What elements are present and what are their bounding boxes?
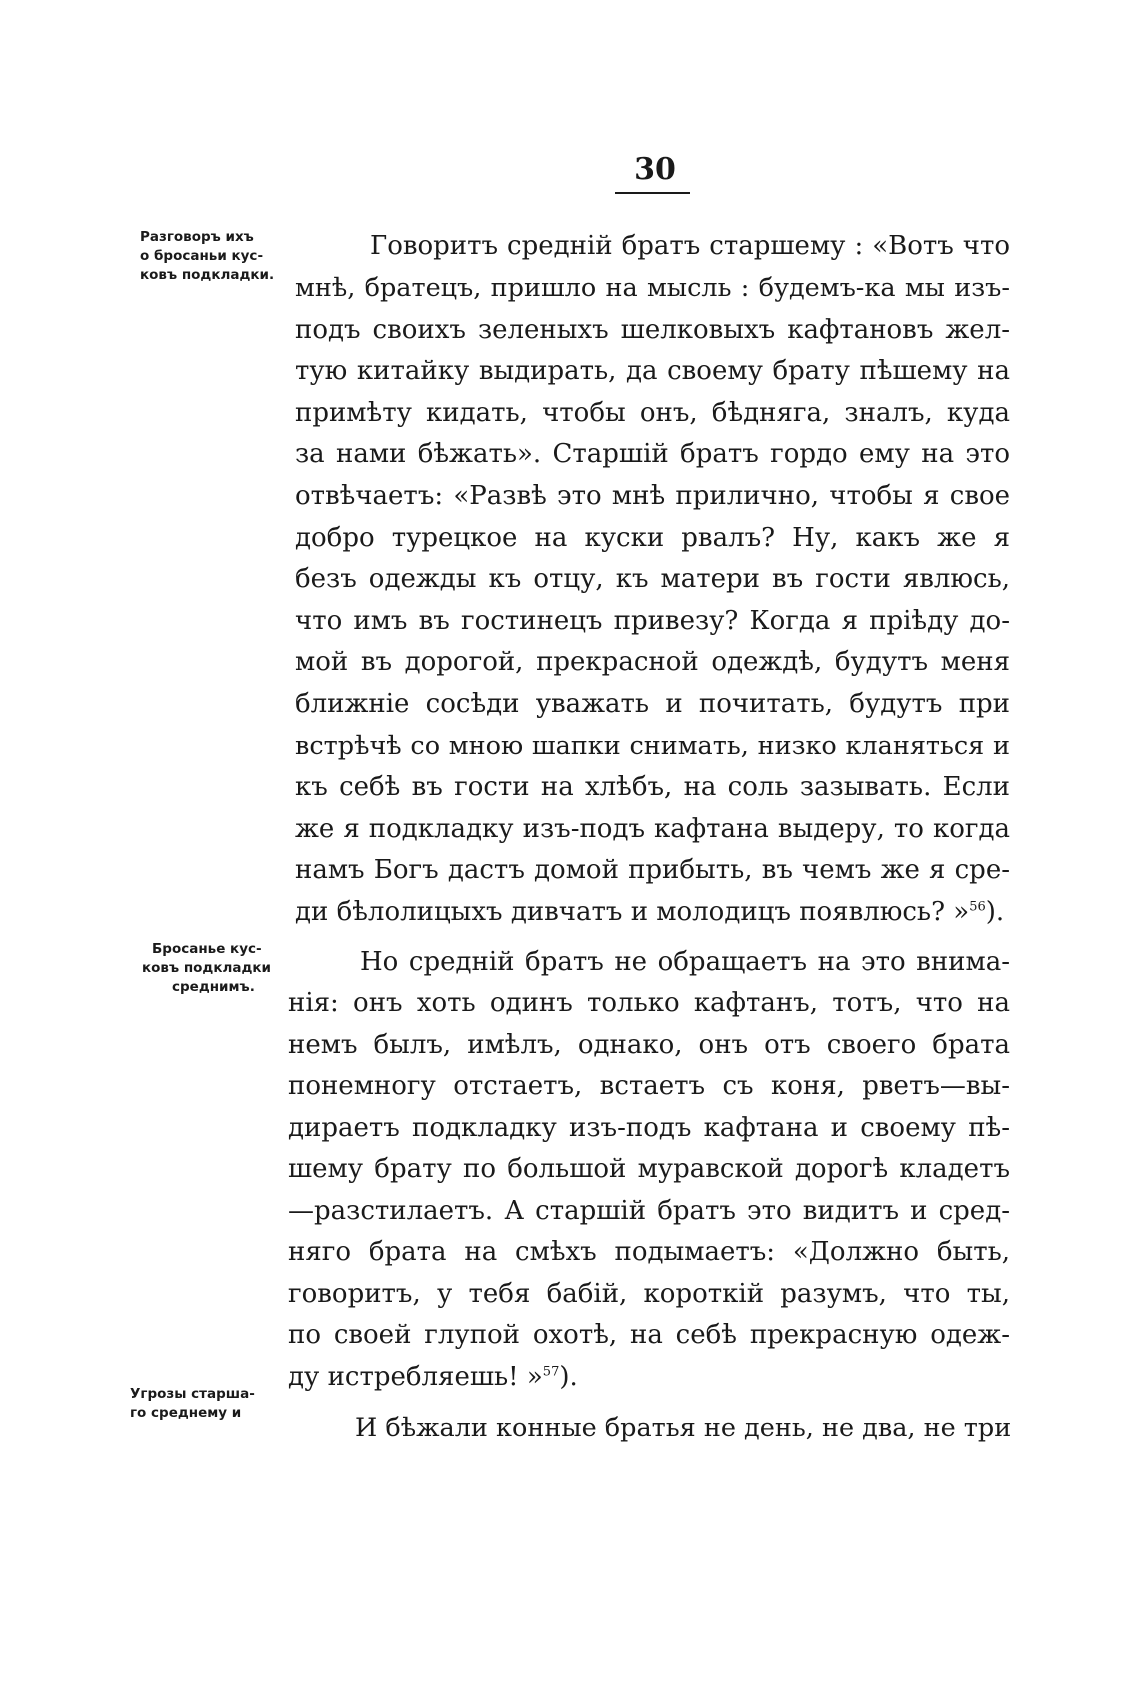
margin-note-line: ковъ подкладки.: [140, 267, 275, 283]
text-line: нія: онъ хоть одинъ только кафтанъ, тотъ, что на: [288, 988, 1010, 1018]
margin-note-line: Бросанье кус-: [152, 941, 262, 957]
footnote-ref: 57: [542, 1364, 560, 1380]
margin-note-line: о бросаньи кус-: [140, 248, 264, 264]
text-line: тую китайку выдирать, да своему брату пѣшему на: [295, 356, 1010, 386]
text-line: безъ одежды къ отцу, къ матери въ гости явлюсь,: [295, 564, 1010, 594]
text-line: дираетъ подкладку изъ-подъ кафтана и своему пѣ-: [288, 1113, 1010, 1143]
text-line: [288, 1359, 688, 1395]
text-line: немъ былъ, имѣлъ, однако, онъ отъ своего брата: [288, 1030, 1010, 1060]
margin-note: [142, 940, 271, 997]
margin-note-line: го среднему и: [130, 1405, 242, 1421]
text-line: примѣту кидать, чтобы онъ, бѣдняга, зналъ, куда: [295, 398, 1010, 428]
footnote-ref: 56: [969, 899, 986, 915]
text-line: шему брату по большой муравской дорогѣ кладетъ: [288, 1154, 1010, 1184]
text-line: —разстилаетъ. А старшій братъ это видитъ и сред-: [288, 1196, 1010, 1226]
margin-note-line: Разговоръ ихъ: [140, 229, 254, 245]
text-line: по своей глупой охотѣ, на себѣ прекрасную одеж-: [288, 1320, 1010, 1350]
text-line: къ себѣ въ гости на хлѣбъ, на соль зазывать. Если: [295, 772, 1010, 802]
margin-note: [130, 1385, 255, 1423]
text-line: говоритъ, у тебя бабій, короткій разумъ, что ты,: [288, 1279, 1010, 1309]
page-number: 30: [634, 152, 676, 187]
line-text: ди бѣлолицыхъ дивчатъ и молодицъ появлюсь? »: [295, 897, 970, 927]
text-line: намъ Богъ дастъ домой прибыть, въ чемъ же я сре-: [295, 855, 1010, 885]
text-line: за нами бѣжать». Старшій братъ гордо ему на это: [295, 439, 1010, 469]
text-line: же я подкладку изъ-подъ кафтана выдеру, то когда: [295, 814, 1010, 844]
margin-note-line: Угрозы старша-: [130, 1386, 255, 1402]
text-line: что имъ въ гостинецъ привезу? Когда я пріѣду до-: [295, 606, 1010, 636]
text-line: мнѣ, братецъ, пришло на мысль : будемъ-ка мы изъ-: [295, 273, 1010, 303]
text-line: добро турецкое на куски рвалъ? Ну, какъ же я: [295, 523, 1010, 553]
text-line: встрѣчѣ со мною шапки снимать, низко кланяться и: [295, 731, 1010, 761]
text-line: понемногу отстаетъ, встаетъ съ коня, рветъ—вы-: [288, 1071, 1010, 1101]
text-line: Говоритъ средній братъ старшему : «Вотъ что: [370, 231, 1010, 261]
text-line: мой въ дорогой, прекрасной одеждѣ, будутъ меня: [295, 647, 1010, 677]
text-line: няго брата на смѣхъ подымаетъ: «Должно быть,: [288, 1237, 1010, 1267]
margin-note-line: среднимъ.: [172, 979, 255, 995]
margin-note-line: ковъ подкладки: [142, 960, 272, 976]
page-number-rule: [615, 192, 690, 194]
text-line: [295, 894, 1035, 930]
text-line: отвѣчаетъ: «Развѣ это мнѣ прилично, чтобы я свое: [295, 481, 1010, 511]
margin-note: [140, 228, 274, 285]
line-text: ду истребляешь! »: [288, 1362, 543, 1392]
text-line: Но средній братъ не обращаетъ на это внима-: [360, 947, 1010, 977]
text-line: ближніе сосѣди уважать и почитать, будутъ при: [295, 689, 1010, 719]
line-closing: ).: [985, 897, 1005, 927]
text-line: подъ своихъ зеленыхъ шелковыхъ кафтановъ жел-: [295, 315, 1010, 345]
line-closing: ).: [559, 1362, 578, 1392]
text-line: И бѣжали конные братья не день, не два, не три: [355, 1413, 1012, 1443]
